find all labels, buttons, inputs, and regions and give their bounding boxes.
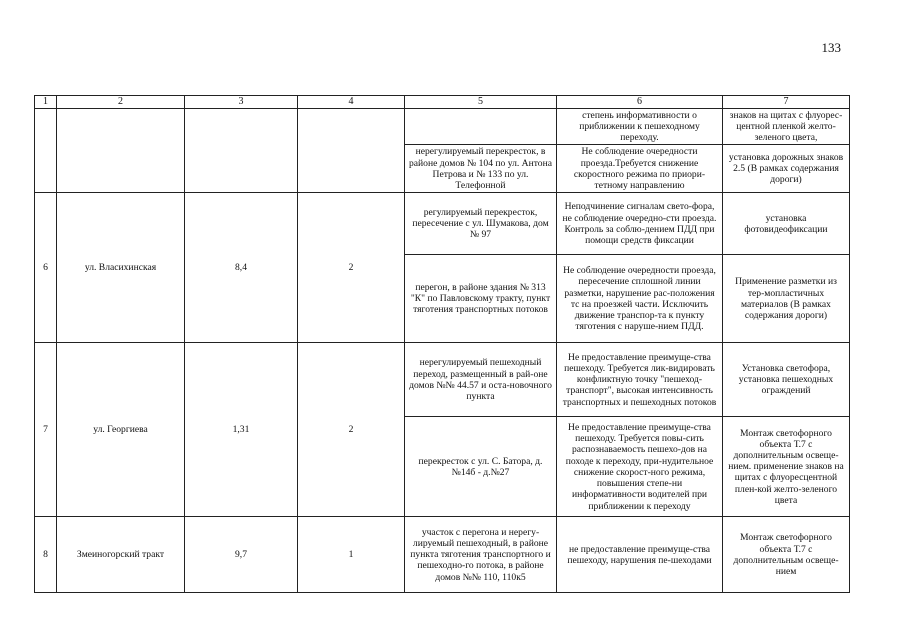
table-row (35, 108, 850, 145)
header-cell: 6 (557, 96, 723, 109)
page-number: 133 (821, 40, 841, 55)
lanes-cell: 2 (298, 343, 405, 517)
measure-cell: Монтаж светофорного объекта Т.7 с дополнительным освеще-нием (723, 517, 850, 593)
header-cell: 5 (405, 96, 557, 109)
measure-cell: установка дорожных знаков 2.5 (В рамках содержания дороги) (723, 145, 850, 193)
street-cell: ул. Власихинская (57, 193, 185, 343)
row-number-cell: 6 (35, 193, 57, 343)
location-cell: нерегулируемый пешеходный переход, размещенный в рай-оне домов №№ 44.57 и оста-новочного пункта (405, 343, 557, 417)
measure-cell: установка фотовидеофиксации (723, 193, 850, 255)
issue-cell: Неподчинение сигналам свето-фора, не соблюдение очередно-сти проезда. Контроль за соблю-дением ПДД при помощи средств фиксации (557, 193, 723, 255)
location-cell: нерегулируемый перекресток, в районе домов № 104 по ул. Антона Петрова и № 133 по ул. Телефонной (405, 145, 557, 193)
header-cell: 1 (35, 96, 57, 109)
issue-cell: не предоставление преимуще-ства пешеходу, нарушения пе-шеходами (557, 517, 723, 593)
row-number-cell: 7 (35, 343, 57, 517)
header-row (35, 96, 850, 109)
header-cell: 2 (57, 96, 185, 109)
issue-cell: Не соблюдение очередности проезда.Требуется снижение скоростного режима по приори-тетному направлению (557, 145, 723, 193)
header-cell: 3 (185, 96, 298, 109)
street-cell (57, 108, 185, 193)
incident-table (34, 95, 850, 593)
issue-cell: степень информативности о приближении к пешеходному переходу. (557, 108, 723, 145)
measure-cell: знаков на щитах с флуорес-центной пленкой желто-зеленого цвета, (723, 108, 850, 145)
street-cell: ул. Георгиева (57, 343, 185, 517)
measure-cell: Установка светофора, установка пешеходных ограждений (723, 343, 850, 417)
length-cell: 1,31 (185, 343, 298, 517)
location-cell: регулируемый перекресток, пересечение с ул. Шумакова, дом № 97 (405, 193, 557, 255)
length-cell: 9,7 (185, 517, 298, 593)
table-row (35, 517, 850, 593)
length-cell: 8,4 (185, 193, 298, 343)
lanes-cell (298, 108, 405, 193)
lanes-cell: 2 (298, 193, 405, 343)
lanes-cell: 1 (298, 517, 405, 593)
header-cell: 4 (298, 96, 405, 109)
location-cell: участок с перегона и нерегу-лируемый пешеходный, в районе пункта тяготения транспортного и пешеходно-го потока, в районе домов №№ 110, 110к5 (405, 517, 557, 593)
issue-cell: Не предоставление преимуще-ства пешеходу. Требуется лик-видировать конфликтную точку "пешеход-транспорт", высокая интенсивность транспортных и пешеходных потоков (557, 343, 723, 417)
location-cell: перегон, в районе здания № 313 "К" по Павловскому тракту, пункт тяготения транспортных потоков (405, 255, 557, 343)
issue-cell: Не предоставление преимуще-ства пешеходу. Требуется повы-сить распознаваемость пешехо-дов на походе к переходу, при-нудительное снижение скорост-ного режима, повышения степе-ни информативности водителей при приближении к переходу (557, 417, 723, 517)
measure-cell: Применение разметки из тер-мопластичных материалов (В рамках содержания дороги) (723, 255, 850, 343)
table-row (35, 343, 850, 417)
row-number-cell: 8 (35, 517, 57, 593)
issue-cell: Не соблюдение очередности проезда, пересечение сплошной линии разметки, нарушение рас-положения тс на проезжей части. Исключить движение транспор-та к пункту тяготения с наруше-нием ПДД. (557, 255, 723, 343)
header-cell: 7 (723, 96, 850, 109)
row-number-cell (35, 108, 57, 193)
location-cell (405, 108, 557, 145)
location-cell: перекресток с ул. С. Батора, д.№14б - д.№27 (405, 417, 557, 517)
street-cell: Змеиногорский тракт (57, 517, 185, 593)
measure-cell: Монтаж светофорного объекта Т.7 с дополнительным освеще-нием. применение знаков на щитах с флуоресцентной плен-кой желто-зеленого цвета (723, 417, 850, 517)
table-row (35, 193, 850, 255)
length-cell (185, 108, 298, 193)
